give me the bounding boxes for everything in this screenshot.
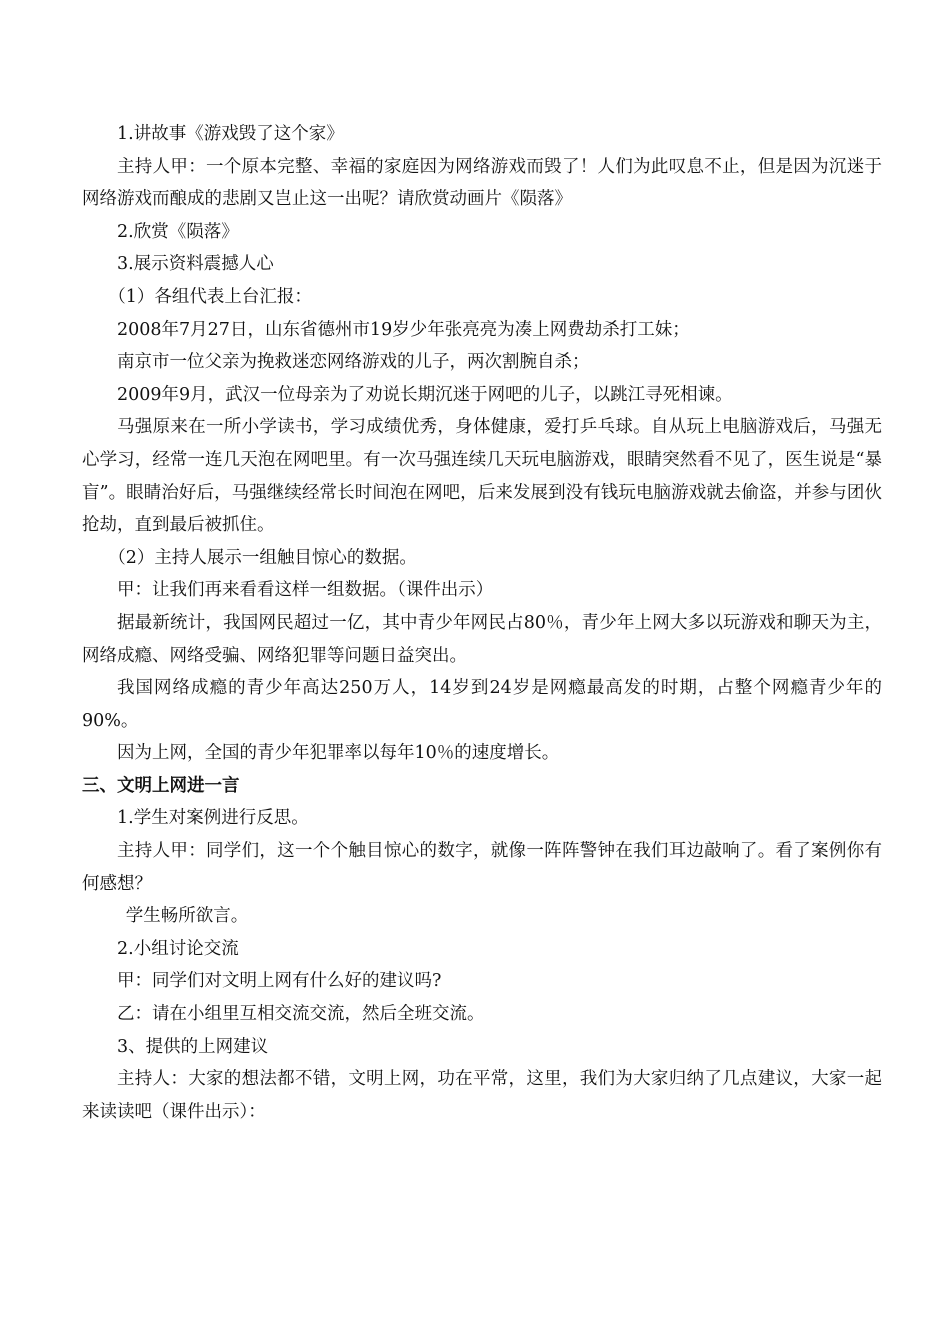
materials-heading: 3.展示资料震撼人心 [117, 254, 274, 275]
group-report-heading: （1）各组代表上台汇报： [108, 286, 312, 307]
reflection-heading: 1.学生对案例进行反思。 [117, 808, 309, 829]
case-paragraph-3: 2009年9月，武汉一位母亲为了劝说长期沉迷于网吧的儿子，以跳江寻死相谏。 [117, 384, 733, 405]
statistics-paragraph-2: 我国网络成瘾的青少年高达250万人，14岁到24岁是网瘾最高发的时期，占整个网瘾青少年的90%。 [82, 678, 882, 731]
ma-qiang-story: 马强原来在一所小学读书，学习成绩优秀，身体健康，爱打乒乓球。自从玩上电脑游戏后，马强无心学习，经常一连几天泡在网吧里。有一次马强连续几天玩电脑游戏，眼睛突然看不见了，医生说是“暴盲”。眼睛治好后，马强继续经常长时间泡在网吧，后来发展到没有钱玩电脑游戏就去偷盗，并参与团伙抢劫，直到最后被抓住。 [82, 417, 882, 536]
document-body [82, 118, 882, 1128]
watch-animation-heading: 2.欣赏《陨落》 [117, 221, 239, 242]
speaker-b-instruction: 乙：请在小组里互相交流交流，然后全班交流。 [117, 1004, 485, 1025]
section-heading-civilized-internet: 三、文明上网进一言 [82, 775, 240, 796]
data-display-heading: （2）主持人展示一组触目惊心的数据。 [108, 547, 417, 568]
case-paragraph-2: 南京市一位父亲为挽救迷恋网络游戏的儿子，两次割腕自杀； [117, 352, 590, 373]
students-speak: 学生畅所欲言。 [125, 906, 249, 927]
host-suggestions: 主持人：大家的想法都不错，文明上网，功在平常，这里，我们为大家归纳了几点建议，大家一起来读读吧（课件出示）： [82, 1069, 882, 1122]
host-a-data-intro: 甲：让我们再来看看这样一组数据。（课件出示） [117, 580, 494, 601]
group-discussion-heading: 2.小组讨论交流 [117, 938, 239, 959]
host-a-intro: 主持人甲：一个原本完整、幸福的家庭因为网络游戏而毁了！人们为此叹息不止，但是因为沉迷于网络游戏而酿成的悲剧又岂止这一出呢？请欣赏动画片《陨落》 [82, 156, 882, 210]
suggestions-heading: 3、提供的上网建议 [117, 1036, 269, 1057]
host-a-reflection: 主持人甲：同学们，这一个个触目惊心的数字，就像一阵阵警钟在我们耳边敲响了。看了案例你有何感想？ [82, 841, 882, 894]
statistics-paragraph-1: 据最新统计，我国网民超过一亿，其中青少年网民占80％，青少年上网大多以玩游戏和聊天为主，网络成瘾、网络受骗、网络犯罪等问题日益突出。 [82, 612, 882, 666]
case-paragraph-1: 2008年7月27日，山东省德州市19岁少年张亮亮为凑上网费劫杀打工妹； [117, 319, 690, 340]
speaker-a-question: 甲：同学们对文明上网有什么好的建议吗? [117, 971, 442, 992]
story-heading: 1.讲故事《游戏毁了这个家》 [117, 124, 344, 144]
statistics-paragraph-3: 因为上网，全国的青少年犯罪率以每年10％的速度增长。 [117, 743, 560, 764]
